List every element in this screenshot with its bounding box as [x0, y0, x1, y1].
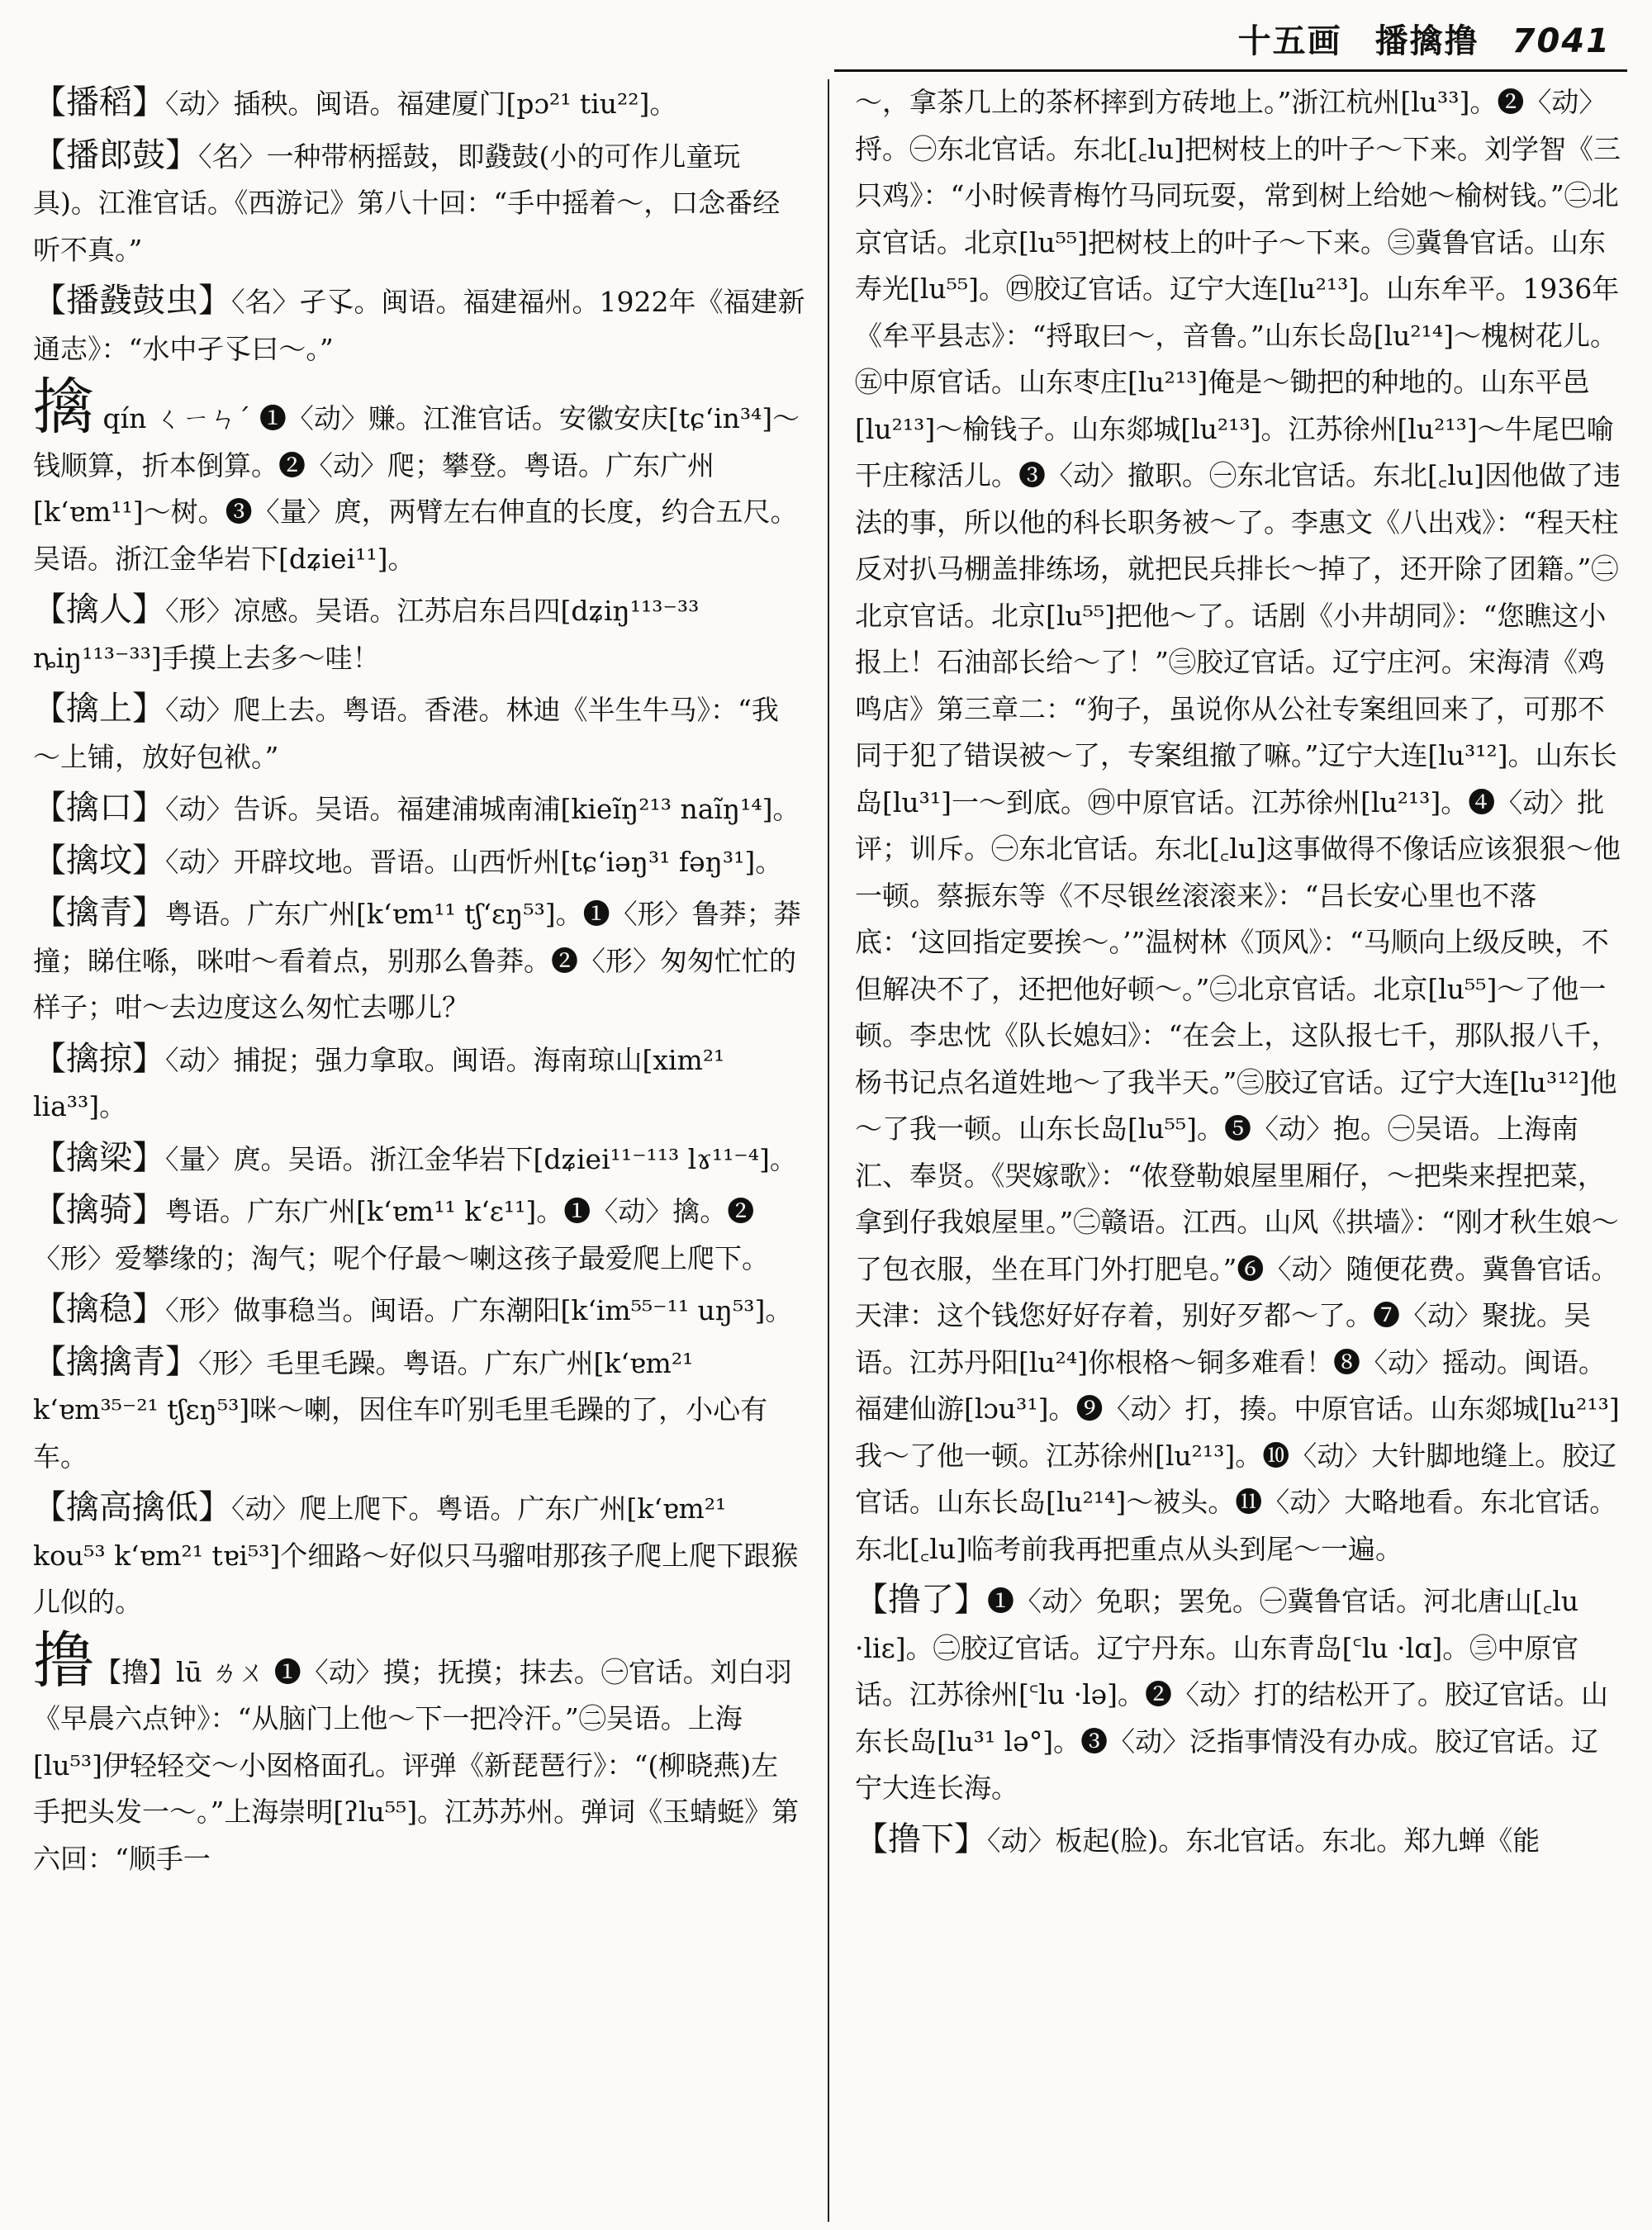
entry-headword: 【撸下】	[855, 1820, 987, 1858]
entry-definition: ～，拿茶几上的茶杯摔到方砖地上。”浙江杭州[lu³³]。❷〈动〉捋。㊀东北官话。东北[꜀lu]把树枝上的叶子～下来。刘学智《三只鸡》：“小时候青梅竹马同玩耍，常到树上给她～榆树钱。”㊁北京官话。北京[lu⁵⁵]把树枝上的叶子～下来。㊂冀鲁官话。山东寿光[lu⁵⁵]。㊃胶辽官话。辽宁大连[lu²¹³]。山东牟平。1936年《牟平县志》：“捋取曰～，音鲁。”山东长岛[lu²¹⁴]～槐树花儿。㊄中原官话。山东枣庄[lu²¹³]俺是～锄把的种地的。山东平邑[lu²¹³]～榆钱子。山东郯城[lu²¹³]。江苏徐州[lu²¹³]～牛尾巴喻干庄稼活儿。❸〈动〉撤职。㊀东北官话。东北[꜀lu]因他做了违法的事，所以他的科长职务被～了。李惠文《八出戏》：“程天柱反对扒马棚盖排练场，就把民兵排长～掉了，还开除了团籍。”㊁北京官话。北京[lu⁵⁵]把他～了。话剧《小井胡同》：“您瞧这小报上！石油部长给～了！”㊂胶辽官话。辽宁庄河。宋海清《鸡鸣店》第三章二：“狗子，虽说你从公社专案组回来了，可那不同于犯了错误被～了，专案组撤了嘛。”辽宁大连[lu³¹²]。山东长岛[lu³¹]一～到底。㊃中原官话。江苏徐州[lu²¹³]。❹〈动〉批评；训斥。㊀东北官话。东北[꜀lu]这事做得不像话应该狠狠～他一顿。蔡振东等《不尽银丝滚滚来》：“吕长安心里也不落底：‘这回指定要挨～。’”温树林《顶风》：“马顺向上级反映，不但解决不了，还把他好顿～。”㊁北京官话。北京[lu⁵⁵]～了他一顿。李忠忱《队长媳妇》：“在会上，这队报七千，那队报八千，杨书记点名道姓地～了我半天。”㊂胶辽官话。辽宁大连[lu³¹²]他～了我一顿。山东长岛[lu⁵⁵]。❺〈动〉抱。㊀吴语。上海南汇、奉贤。《哭嫁歌》：“侬登勒娘屋里厢仔，～把柴来捏把菜，拿到仔我娘屋里。”㊁赣语。江西。山风《拱墙》：“刚才秋生娘～了包衣服，坐在耳门外打肥皂。”❻〈动〉随便花费。冀鲁官话。天津：这个钱您好好存着，别好歹都～了。❼〈动〉聚拢。吴语。江苏丹阳[lu²⁴]你根格～铜多难看！❽〈动〉摇动。闽语。福建仙游[lɔu³¹]。❾〈动〉打，揍。中原官话。山东郯城[lu²¹³]我～了他一顿。江苏徐州[lu²¹³]。❿〈动〉大针脚地缝上。胶辽官话。山东长岛[lu²¹⁴]～被头。⓫〈动〉大略地看。东北官话。东北[꜀lu]临考前我再把重点从头到尾～一遍。	[855, 86, 1621, 1565]
entry-headword: 【擒掠】	[33, 1039, 165, 1078]
dictionary-entry	[33, 1036, 805, 1131]
entry-headword: 【播郎鼓】	[33, 135, 198, 174]
entry-headword: 撸	[33, 1625, 94, 1696]
entry-headword: 【擒擒青】	[33, 1342, 198, 1381]
entry-definition: 〈动〉爬上去。粤语。香港。林迪《半生牛马》：“我～上铺，放好包袱。”	[33, 694, 779, 773]
entry-definition: 〈形〉凉感。吴语。江苏启东吕四[dʑiŋ¹¹³⁻³³ ȵiŋ¹¹³⁻³³]手摸上去多～哇！	[33, 595, 700, 674]
entry-definition: 〈名〉孑孓。闽语。福建福州。1922年《福建新通志》：“水中孑孓曰～。”	[33, 286, 805, 365]
dictionary-entry	[33, 1286, 805, 1335]
entry-headword: 【擒青】	[33, 894, 165, 932]
entry-definition: 〈动〉爬上爬下。粤语。广东广州[kʻɐm²¹ kou⁵³ kʻɐm²¹ tɐi⁵³]个细路～好似只马骝咁那孩子爬上爬下跟猴儿似的。	[33, 1492, 799, 1618]
entry-definition: 〈量〉庹。吴语。浙江金华岩下[dʑiei¹¹⁻¹¹³ lɤ¹¹⁻⁴]。	[165, 1142, 797, 1175]
dictionary-entry	[33, 890, 805, 1032]
column-divider	[828, 79, 829, 2222]
entry-headword: 【擒骑】	[33, 1191, 165, 1229]
dictionary-entry	[33, 132, 805, 274]
dictionary-entry	[33, 278, 805, 372]
entry-headword: 【擒口】	[33, 789, 165, 827]
entry-headword: 【播鼗鼓虫】	[33, 282, 231, 320]
entry-definition: 〈动〉开辟坟地。晋语。山西忻州[tɕʻiəŋ³¹ fəŋ³¹]。	[165, 845, 783, 878]
header-rule	[834, 69, 1627, 72]
entry-definition: 〈动〉插秧。闽语。福建厦门[pɔ²¹ tiu²²]。	[165, 88, 677, 120]
right-column	[855, 79, 1625, 2210]
entry-headword: 【播稻】	[33, 83, 165, 121]
entry-headword: 【擒高擒低】	[33, 1488, 231, 1526]
page-number: 7041	[1512, 22, 1611, 60]
entry-headword: 擒	[33, 372, 94, 443]
dictionary-entry	[33, 79, 805, 128]
dictionary-entry	[33, 686, 805, 780]
entry-definition: 粤语。广东广州[kʻɐm¹¹ tʃʻɛŋ⁵³]。❶〈形〉鲁莽；莽撞；睇住喺，咪咁～看着点，别那么鲁莽。❷〈形〉匆匆忙忙的样子；咁～去边度这么匆忙去哪儿？	[33, 898, 801, 1023]
dictionary-entry	[33, 372, 805, 582]
entry-definition: ❶〈动〉免职；罢免。㊀冀鲁官话。河北唐山[꜀lu ·liɛ]。㊁胶辽官话。辽宁丹东。山东青岛[꜂lu ·lɑ]。㊂中原官话。江苏徐州[꜂lu ·lə]。❷〈动〉打的结松开了。胶辽官话。山东长岛[lu³¹ lə°]。❸〈动〉泛指事情没有办成。胶辽官话。辽宁大连长海。	[855, 1585, 1609, 1804]
dictionary-entry	[33, 1625, 805, 1883]
entry-headword: 【擒人】	[33, 591, 165, 629]
entry-definition: 〈名〉一种带柄摇鼓，即鼗鼓(小的可作儿童玩具)。江淮官话。《西游记》第八十回：“手中摇着～，口念番经听不真。”	[33, 140, 781, 266]
entry-definition: 【擼】lū ㄌㄨ ❶〈动〉摸；抚摸；抹去。㊀官话。刘白羽《早晨六点钟》：“从脑门上他～下一把冷汗。”㊁吴语。上海[lu⁵³]伊轻轻交～小囡格面孔。评弹《新琵琶行》：“(柳晓燕)左手把头发一～。”上海崇明[ʔlu⁵⁵]。江苏苏州。弹词《玉蜻蜓》第六回：“顺手一	[33, 1655, 800, 1875]
dictionary-entry	[33, 837, 805, 886]
dictionary-entry	[33, 1187, 805, 1282]
left-column	[33, 79, 805, 2210]
dictionary-entry	[33, 586, 805, 681]
header-chars: 播擒撸	[1374, 21, 1479, 60]
entry-definition: 粤语。广东广州[kʻɐm¹¹ kʻɛ¹¹]。❶〈动〉擒。❷〈形〉爱攀缘的；淘气；呢个仔最～喇这孩子最爱爬上爬下。	[33, 1195, 769, 1274]
dictionary-entry	[33, 1135, 805, 1184]
dictionary-entry	[855, 1816, 1625, 1865]
entry-headword: 【擒上】	[33, 690, 165, 728]
entry-definition: 〈形〉做事稳当。闽语。广东潮阳[kʻim⁵⁵⁻¹¹ uŋ⁵³]。	[165, 1294, 793, 1326]
entry-headword: 【擒稳】	[33, 1290, 165, 1328]
entry-headword: 【撸了】	[855, 1581, 987, 1619]
section-label: 十五画	[1237, 21, 1342, 60]
entry-definition: qín ㄑㄧㄣˊ ❶〈动〉赚。江淮官话。安徽安庆[tɕʻin³⁴]～钱顺算，折本倒算。❷〈动〉爬；攀登。粤语。广东广州[kʻɐm¹¹]～树。❸〈量〉庹，两臂左右伸直的长度，约合五尺。吴语。浙江金华岩下[dʑiei¹¹]。	[33, 402, 800, 575]
entry-headword: 【擒梁】	[33, 1138, 165, 1177]
dictionary-entry	[855, 79, 1625, 1573]
dictionary-entry	[855, 1577, 1625, 1812]
dictionary-entry	[33, 1339, 805, 1481]
entry-definition: 〈动〉捕捉；强力拿取。闽语。海南琼山[xim²¹ lia³³]。	[33, 1043, 725, 1122]
entry-definition: 〈动〉告诉。吴语。福建浦城南浦[kieĩŋ²¹³ naĩŋ¹⁴]。	[165, 793, 800, 825]
entry-definition: 〈形〉毛里毛躁。粤语。广东广州[kʻɐm²¹ kʻɐm³⁵⁻²¹ tʃɛŋ⁵³]咪～喇，因住车吖别毛里毛躁的了，小心有车。	[33, 1346, 768, 1473]
dictionary-entry	[33, 785, 805, 833]
entry-definition: 〈动〉板起(脸)。东北官话。东北。郑九蝉《能	[987, 1824, 1540, 1857]
entry-headword: 【擒坟】	[33, 841, 165, 880]
page-header	[1238, 15, 1611, 62]
dictionary-entry	[33, 1484, 805, 1626]
